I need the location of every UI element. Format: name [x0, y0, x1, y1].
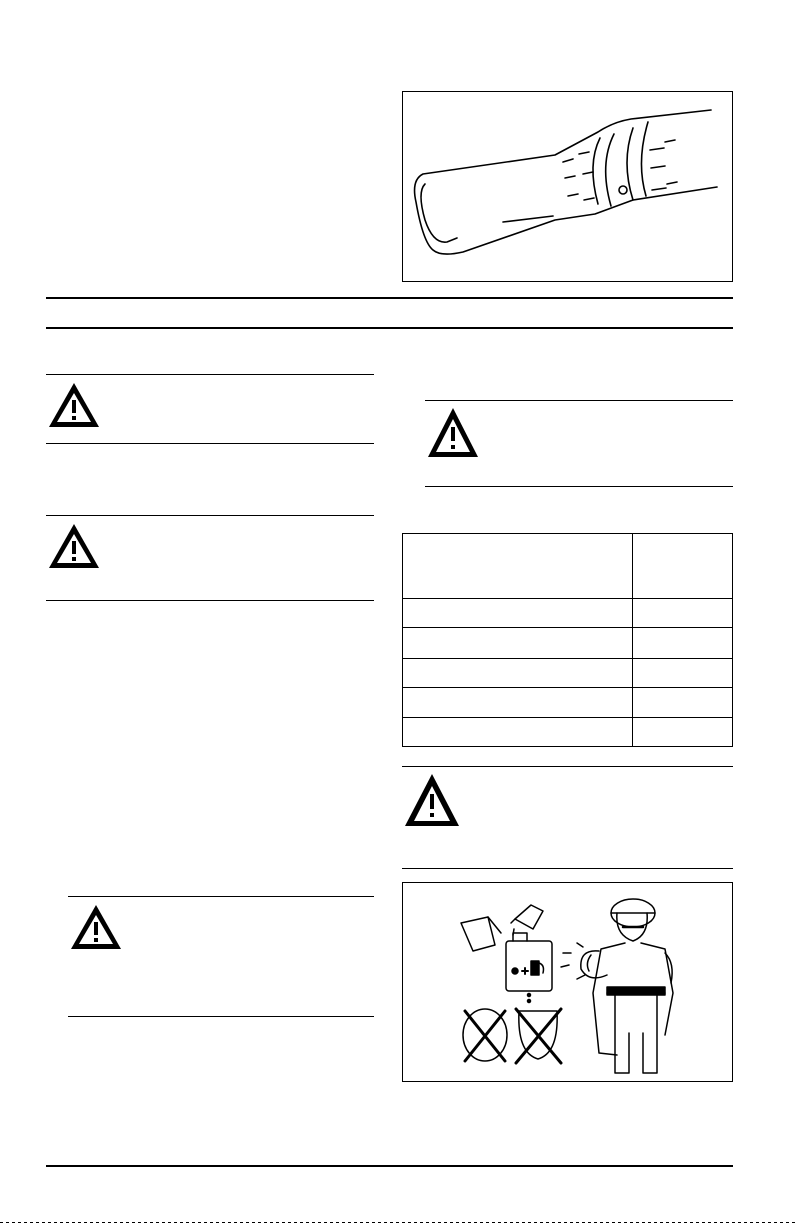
table-row [403, 658, 733, 687]
table-row [403, 599, 733, 628]
warning-box-1 [46, 374, 374, 445]
blower-nozzle-illustration [403, 92, 732, 281]
table-header-cell [403, 534, 633, 599]
table-row [403, 628, 733, 658]
table-row [403, 717, 733, 746]
warning-box-4 [425, 400, 733, 488]
fueling-figure [402, 882, 733, 1082]
warning-triangle-icon [46, 521, 102, 571]
warning-triangle-icon [402, 771, 462, 829]
footer-rule [46, 1165, 733, 1167]
warning-triangle-icon [68, 902, 124, 952]
fuel-mix-table [402, 533, 733, 747]
section-rule-bottom [46, 327, 733, 329]
warning-triangle-icon [425, 405, 481, 460]
page-edge-dots [0, 1222, 795, 1223]
table-row [403, 687, 733, 717]
warning-box-3 [68, 896, 374, 1018]
section-rule-top [46, 297, 733, 299]
fueling-safety-illustration [403, 883, 732, 1081]
warning-box-2 [46, 515, 374, 602]
nozzle-figure [402, 91, 733, 282]
warning-triangle-icon [46, 380, 102, 430]
warning-box-5 [402, 766, 733, 870]
table-header-cell [633, 534, 733, 599]
